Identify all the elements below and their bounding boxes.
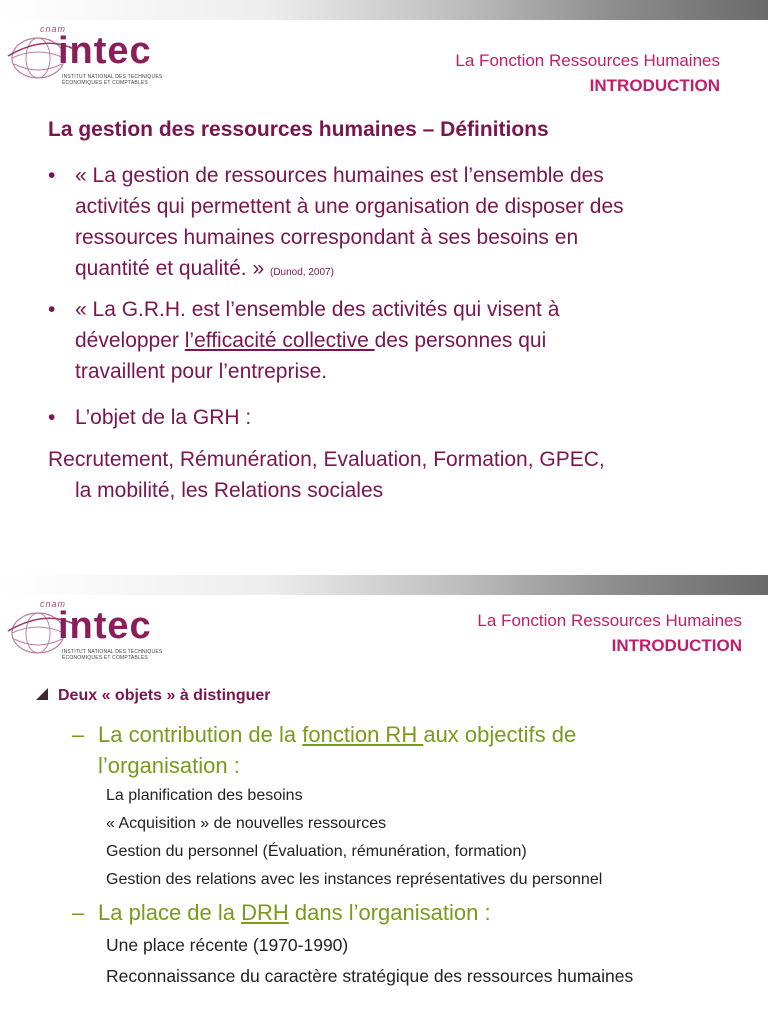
slide-title: La gestion des ressources humaines – Définitions — [48, 118, 549, 141]
logo-cnam-text: cnam — [40, 599, 67, 609]
slide-top-bar — [0, 0, 768, 20]
dash-bullet: – — [72, 900, 85, 925]
bullet-dot: • — [48, 164, 56, 187]
grh-objects-paragraph: Recrutement, Rémunération, Evaluation, Formation, GPEC, la mobilité, les Relations sociales — [48, 448, 605, 502]
header-title: La Fonction Ressources Humaines — [455, 51, 720, 70]
logo-subtitle: INSTITUT NATIONAL DES TECHNIQUES ÉCONOMIQUES ET COMPTABLES — [62, 74, 163, 86]
triangle-bullet-icon — [36, 688, 48, 700]
header-subtitle: INTRODUCTION — [611, 636, 742, 655]
sub-item: « Acquisition » de nouvelles ressources — [106, 815, 387, 832]
section-heading: Deux « objets » à distinguer — [36, 687, 271, 705]
slide-1: cnam intec INSTITUT NATIONAL DES TECHNIQUES ÉCONOMIQUES ET COMPTABLES La Fonction Ressources Humaines INTRODUCTION La gestion des ressources humaines – Définitions • « La gestion de ressources humaines est l’ensemble des activités qui permettent à une organisation de disposer des ressources humaines correspondant à ses besoins en quantité et qualité. » (Dunod, 2007) • « La G.R.H. est l’ensemble des activités qui visent à développer l’efficacité collective des personnes qui travaillent pour l’entreprise. • L’objet de la GRH : Recrutement, Rémunération, Evaluation, Formation, GPEC, la mobilité, les Relations sociales — [0, 0, 768, 555]
header-title: La Fonction Ressources Humaines — [477, 611, 742, 630]
citation: (Dunod, 2007) — [269, 267, 334, 278]
logo-wordmark: intec — [58, 30, 152, 72]
bullet-dot: • — [48, 298, 56, 321]
underlined-phrase: fonction RH — [302, 722, 424, 747]
slide-separator — [0, 555, 768, 575]
intec-logo — [6, 601, 206, 663]
slide-2: cnam intec INSTITUT NATIONAL DES TECHNIQUES ÉCONOMIQUES ET COMPTABLES La Fonction Ressources Humaines INTRODUCTION Deux « objets » à distinguer – La contribution de la fonction RH aux objectifs de l’organisation : La planification des besoins « Acquisition » de nouvelles ressources Gestion du personnel (Évaluation, rémunération, formation) Gestion des relations avec les instances représentatives du personnel – La place de la DRH dans l’organisation : Une place récente (1970-1990) Reconnaissance du caractère stratégique des ressources humaines — [0, 575, 768, 1024]
slide-top-bar — [0, 575, 768, 595]
underlined-phrase: DRH — [241, 900, 289, 925]
dash-bullet: – — [72, 722, 85, 747]
underlined-phrase: l’efficacité collective — [184, 329, 375, 352]
logo-subtitle: INSTITUT NATIONAL DES TECHNIQUES ÉCONOMIQUES ET COMPTABLES — [62, 649, 163, 661]
logo-wordmark: intec — [58, 605, 152, 647]
sub-item: La planification des besoins — [106, 787, 303, 804]
header-subtitle: INTRODUCTION — [589, 76, 720, 95]
bullet-dot: • — [48, 406, 56, 429]
sub-item: Une place récente (1970-1990) — [106, 935, 349, 955]
sub-item: Gestion des relations avec les instances représentatives du personnel — [106, 871, 603, 888]
logo-cnam-text: cnam — [40, 24, 67, 34]
sub-item: Gestion du personnel (Évaluation, rémunération, formation) — [106, 843, 527, 860]
sub-item: Reconnaissance du caractère stratégique des ressources humaines — [106, 966, 634, 986]
intec-logo — [6, 26, 206, 88]
